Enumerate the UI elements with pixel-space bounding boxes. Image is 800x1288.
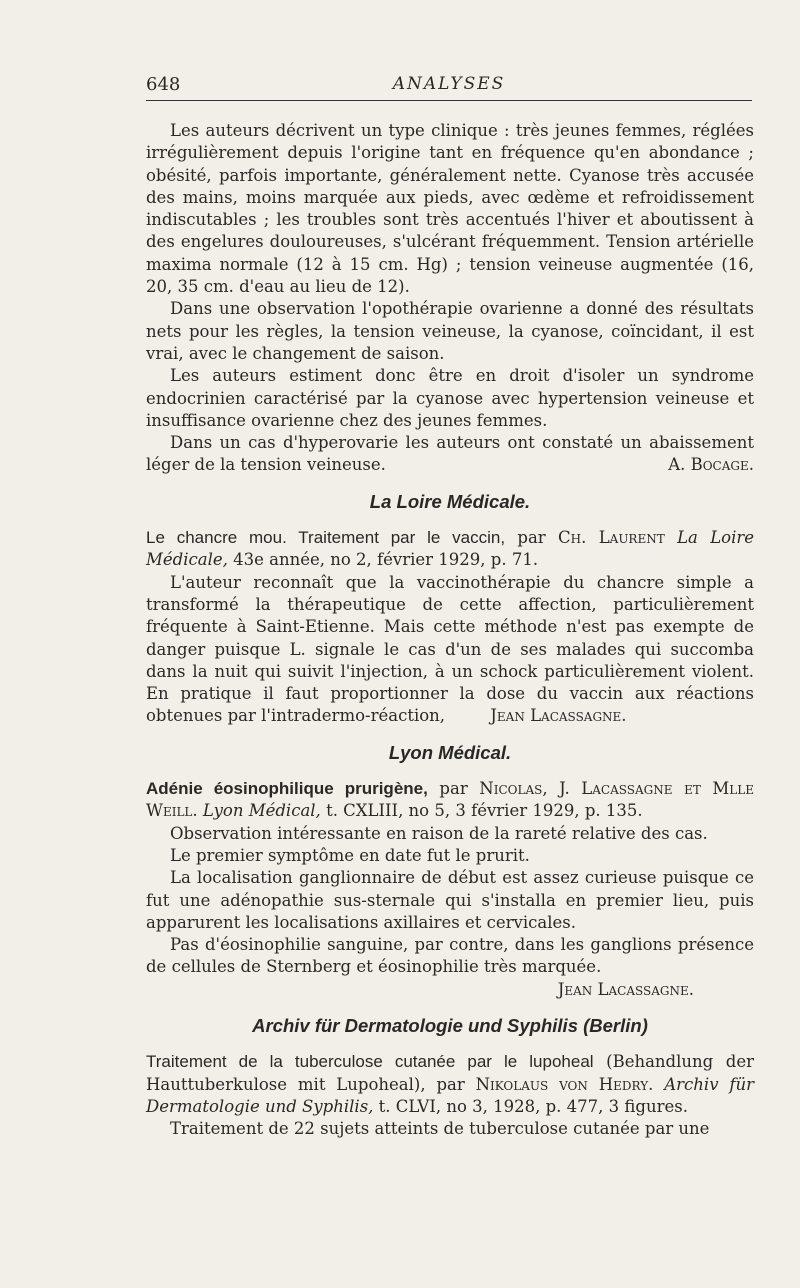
paragraph: Observation intéressante en raison de la rareté relative des cas. [170, 823, 708, 843]
journal-heading: Archiv für Dermatologie und Syphilis (Berlin) [252, 1014, 648, 1036]
abstract-citation: Le chancre mou. Traitement par le vaccin, par Ch. Laurent La Loire Médicale, 43e année, no 2, février 1929, p. 71. [146, 528, 755, 570]
page-body [146, 120, 754, 1140]
abstract-citation: Adénie éosinophilique prurigène, par Nicolas, J. Lacassagne et Mlle Weill. Lyon Médical, t. CXLIII, no 5, 3 février 1929, p. 135. [146, 779, 755, 821]
page-number: 648 [146, 74, 181, 95]
paragraph: Traitement de 22 sujets atteints de tuberculose cutanée par une [170, 1119, 710, 1139]
running-title: ANALYSES [392, 74, 506, 94]
journal-heading: Lyon Médical. [388, 741, 512, 763]
signature: Jean Lacassagne. [490, 706, 627, 726]
signature: A. Bocage. [668, 455, 754, 475]
paragraph: Pas d'éosinophilie sanguine, par contre, dans les ganglions présence de cellules de Sternberg et éosinophilie très marquée. [146, 935, 754, 977]
paragraph: Dans un cas d'hyperovarie les auteurs ont constaté un abaissement léger de la tension veineuse. A. Bocage. [146, 432, 754, 477]
paragraph: Les auteurs décrivent un type clinique : très jeunes femmes, réglées irrégulièrement depuis l'origine tant en fréquence qu'en abondance ; obésité, parfois importante, généralement nette. Cyanose très accusée des mains, moins marquée aux pieds, avec œdème et refroidissement indiscutables ; les troubles sont très accentués l'hiver et aboutissent à des engelures douloureuses, s'ulcérant fréquemment. Tension artérielle maxima normale (12 à 15 cm. Hg) ; tension veineuse augmentée (16, 20, 35 cm. d'eau au lieu de 12). [146, 121, 754, 297]
abstract-title: Adénie éosinophilique prurigène, [146, 779, 428, 799]
paragraph: Les auteurs estiment donc être en droit d'isoler un syndrome endocrinien caractérisé par la cyanose avec hypertension veineuse et insuffisance ovarienne chez des jeunes femmes. [146, 366, 754, 430]
abstract-citation: Traitement de la tuberculose cutanée par le lupoheal (Behandlung der Hauttuberkulose mit Lupoheal), par Nikolaus von Hedry. Archiv für Dermatologie und Syphilis, t. CLVI, no 3, 1928, p. 477, 3 figures. [146, 1052, 755, 1116]
author: Nikolaus von Hedry. [475, 1074, 654, 1094]
journal-heading: La Loire Médicale. [369, 490, 531, 512]
paragraph: Le premier symptôme en date fut le prurit. [170, 845, 530, 865]
paragraph: Dans une observation l'opothérapie ovarienne a donné des résultats nets pour les règles, la tension veineuse, la cyanose, coïncidant, il est vrai, avec le changement de saison. [146, 299, 754, 363]
paragraph: L'auteur reconnaît que la vaccinothérapie du chancre simple a transformé la thérapeutique de cette affection, particulièrement fréquente à Saint-Etienne. Mais cette méthode n'est pas exempte de danger puisque L. signale le cas d'un de ses malades qui succomba dans la nuit qui suivit l'injection, à un schock particulièrement violent. En pratique il faut proportionner la dose du vaccin aux réactions obtenues par l'intradermo-réaction, Jean Lacassagne. [146, 572, 754, 726]
author: Ch. Laurent [558, 528, 665, 548]
abstract-title: Traitement de la tuberculose cutanée par le lupoheal [146, 1052, 594, 1072]
running-header [146, 70, 752, 101]
paragraph: La localisation ganglionnaire de début est assez curieuse puisque ce fut une adénopathie sus-sternale qui s'installa en premier lieu, puis apparurent les localisations axillaires et cervicales. [146, 868, 754, 932]
author: Nicolas, J. Lacassagne et Mlle Weill. [146, 779, 755, 821]
signature: Jean Lacassagne. [557, 979, 694, 999]
abstract-title: Le chancre mou. Traitement par le vaccin, [146, 528, 506, 548]
